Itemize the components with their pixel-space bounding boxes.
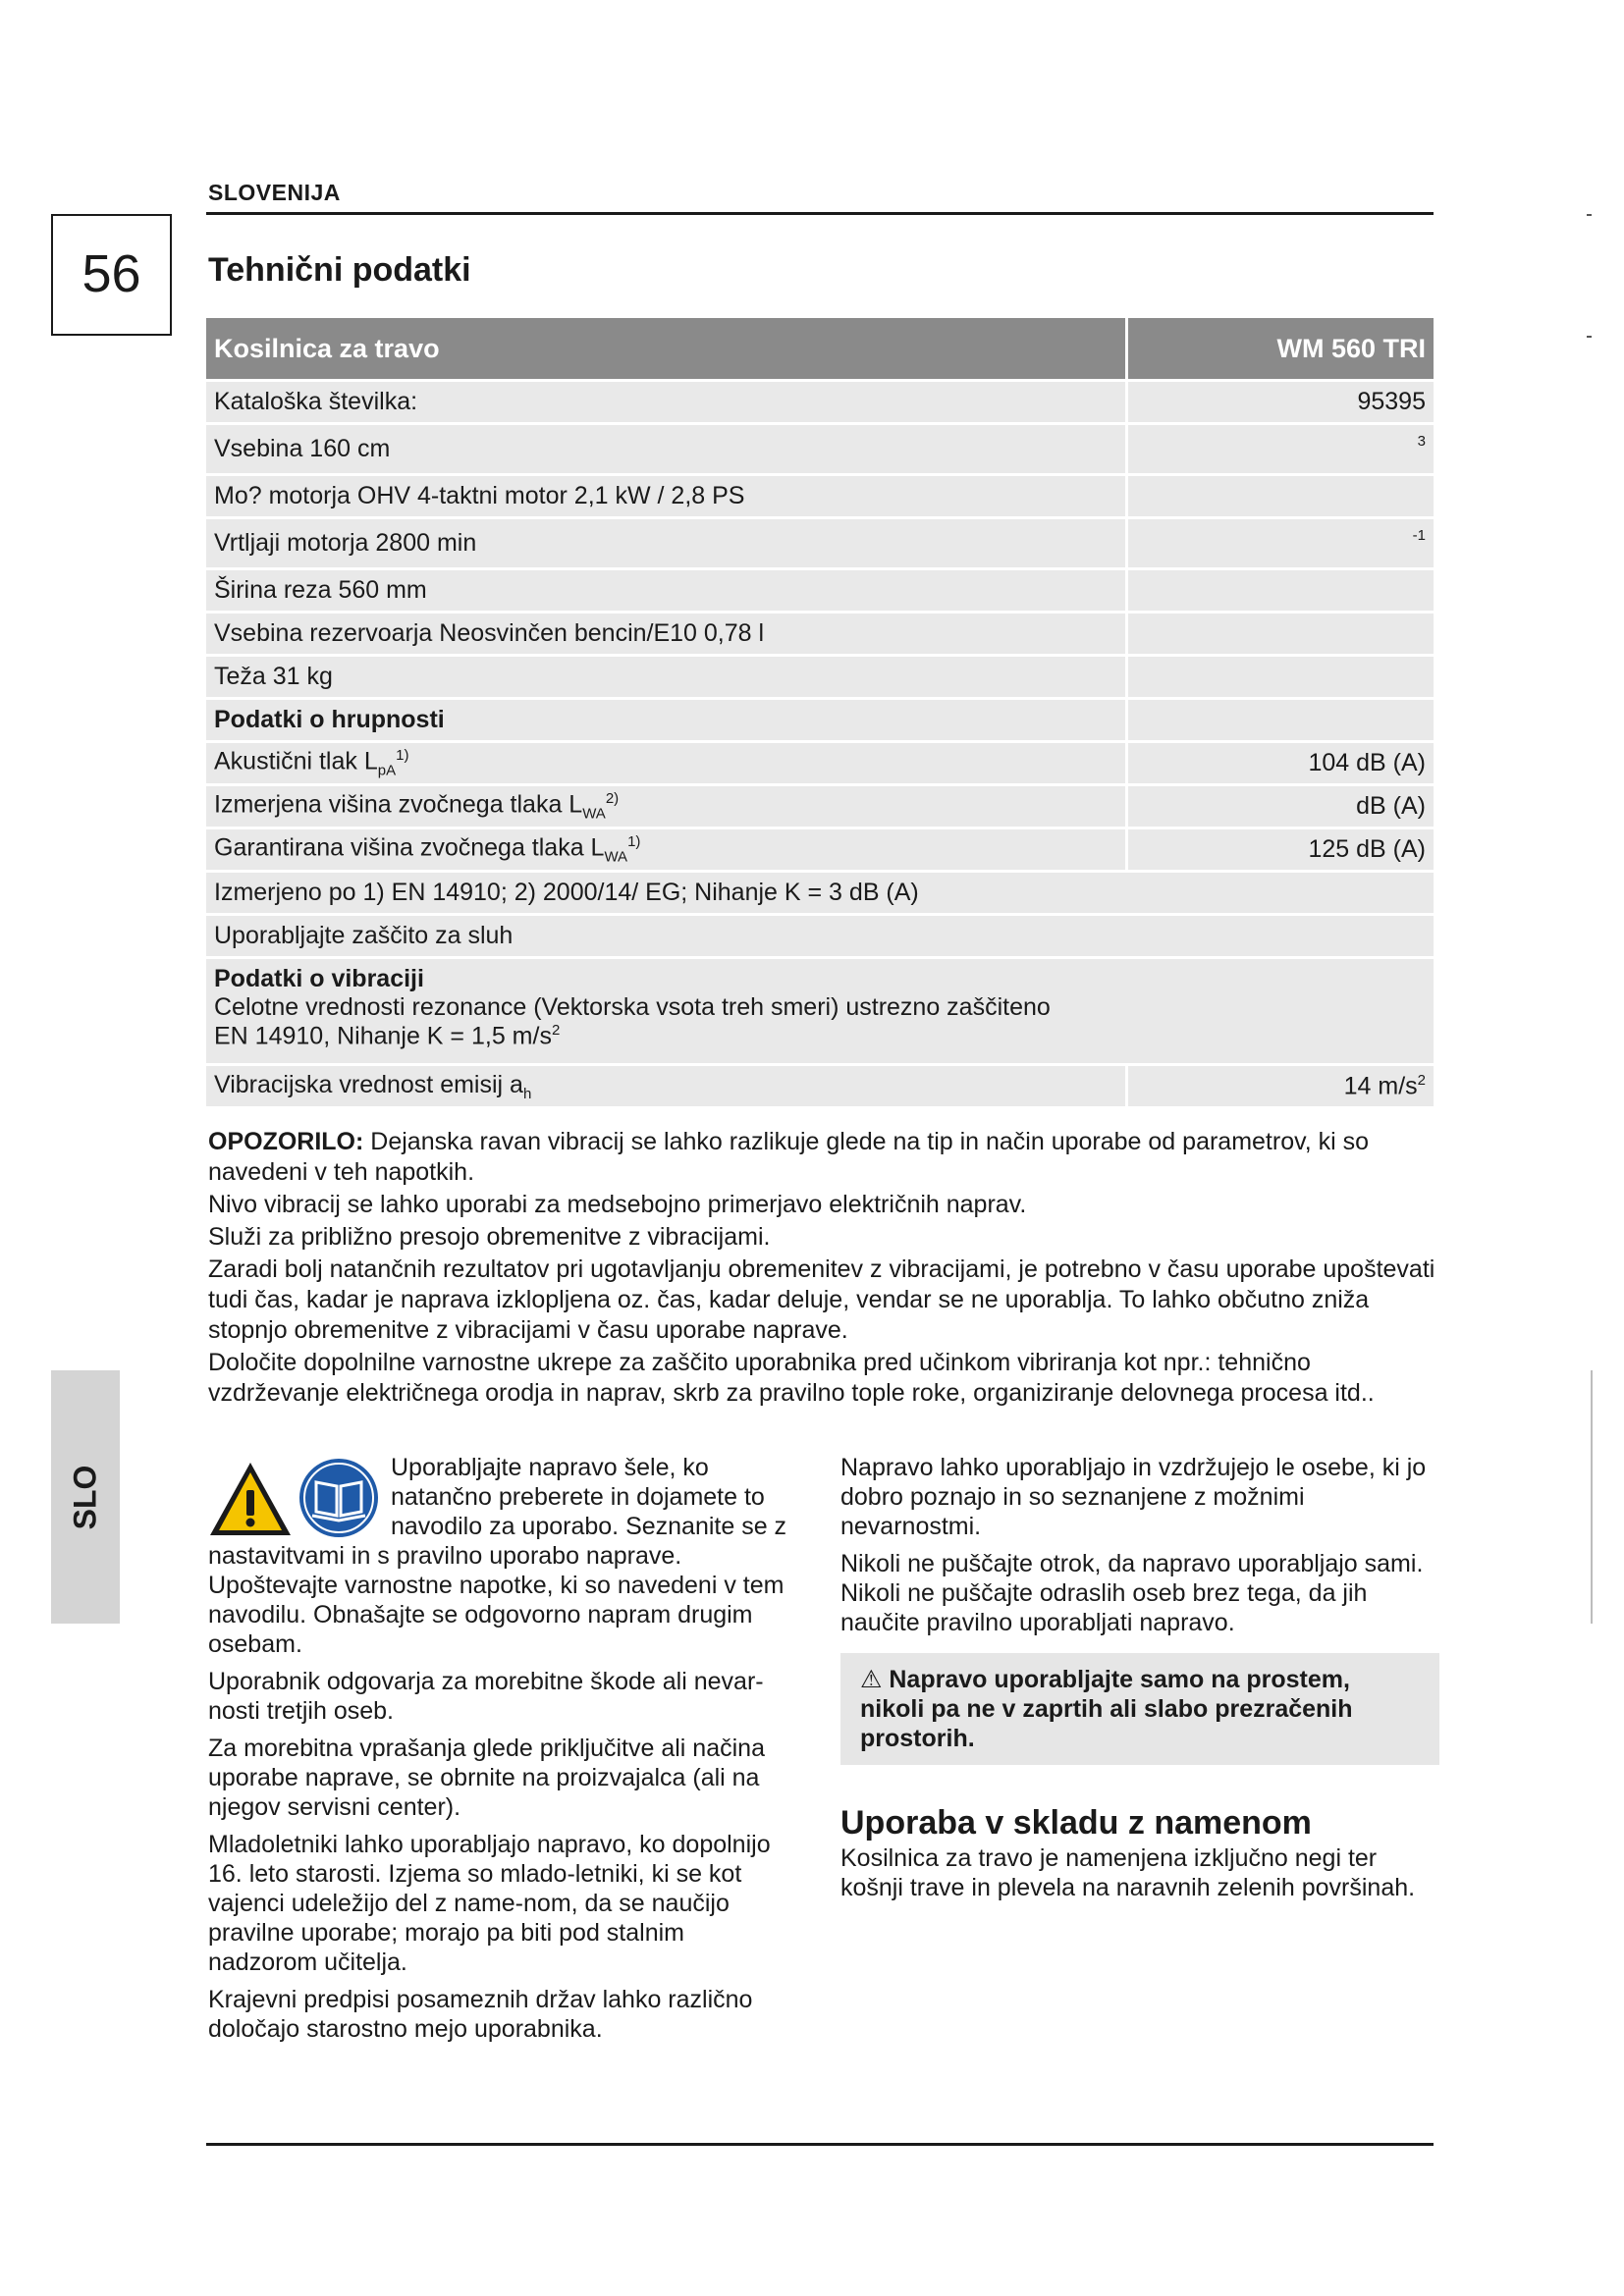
row-value: 104 dB (A) [1128, 743, 1434, 783]
row-label: Vrtljaji motorja 2800 min [206, 519, 1128, 567]
table-row [206, 570, 1434, 611]
table-row [206, 425, 1434, 473]
table-row [206, 614, 1434, 654]
row-label: Vibracijska vrednost emisij $a_h$ [206, 1066, 1128, 1106]
warning-lead: OPOZORILO: [208, 1128, 364, 1155]
row-label: Akustični tlak $L_{pA}^{1)}$ [206, 743, 1128, 783]
table-row [206, 519, 1434, 567]
outdoor-note [840, 1653, 1439, 1765]
row-value: 125 dB (A) [1128, 829, 1434, 870]
table-header-row [206, 318, 1434, 379]
side-tab-label: SLO [67, 1465, 103, 1529]
row-value [1128, 700, 1434, 740]
warning-text: Nivo vibracij se lahko uporabi za medsebojno primerjavo električnih naprav. [208, 1191, 1027, 1218]
table-row [206, 959, 1434, 1063]
read-manual-icon [299, 1459, 378, 1537]
vibration-text-1: Celotne vrednosti rezonance (Vektorska vsota treh smeri) ustrezno zaščiteno [214, 993, 1051, 1021]
section-label: SLOVENIJA [208, 180, 341, 205]
row-value: dB (A) [1128, 786, 1434, 827]
usage-heading: Uporaba v skladu z namenom [840, 1804, 1312, 1842]
usage-text: Kosilnica za travo je namenjena izključno negi ter košnji trave in plevela na naravnih zelenih površinah. [840, 1844, 1416, 1901]
noise-note: Izmerjeno po 1) EN 14910; 2) 2000/14/ EG; Nihanje K = 3 dB (A) [206, 873, 1434, 913]
warning-text: Zaradi bolj natančnih rezultatov pri ugotavljanju obremenitev z vibracijami, je potrebno v času uporabe upoštevati tudi čas, kadar je naprava izklopljena oz. čas, kadar deluje, vendar se ne uporablja. To lahko občutno zniža stopnjo obremenitve z vibracijami v času uporabe naprave. [208, 1255, 1435, 1344]
outdoor-note-text: Napravo uporabljajte samo na prostem, nikoli pa ne v zaprtih ali slabo prezračenih prostorih. [860, 1666, 1353, 1752]
row-value [1128, 476, 1434, 516]
row-value [1128, 614, 1434, 654]
right-margin-mark [1591, 1370, 1593, 1624]
row-label: Teža 31 kg [206, 657, 1128, 697]
bottom-rule [206, 2143, 1434, 2146]
row-label: Kataloška številka: [206, 382, 1128, 422]
table-row [206, 476, 1434, 516]
row-value [1128, 570, 1434, 611]
caution-icon: ⚠ [860, 1666, 883, 1693]
vibration-warning [208, 1127, 1435, 1411]
table-row [206, 873, 1434, 913]
left-paragraph: Za morebitna vprašanja glede priključitve ali načina uporabe naprave, se obrnite na proizvajalca (ali na njegov servisni center). [208, 1735, 765, 1821]
left-column [208, 1453, 797, 2052]
row-label: Mo? motorja OHV 4-taktni motor 2,1 kW / 2,8 PS [206, 476, 1128, 516]
right-paragraph: Napravo lahko uporabljajo in vzdržujejo le osebe, ki jo dobro poznajo in so seznanjene z možnimi nevarnostmi. [840, 1454, 1427, 1540]
table-row [206, 743, 1434, 783]
left-paragraph: Uporabnik odgovarja za morebitne škode ali nevar-nosti tretjih oseb. [208, 1668, 764, 1725]
safety-icons [208, 1457, 383, 1541]
row-value: 3 [1128, 425, 1434, 473]
margin-tick [1587, 214, 1592, 216]
row-value [1128, 657, 1434, 697]
hearing-protection: Uporabljajte zaščito za sluh [206, 916, 1434, 956]
row-label: Izmerjena višina zvočnega tlaka $L_{WA}^{2)}$ [206, 786, 1128, 827]
row-label: Garantirana višina zvočnega tlaka $L_{WA}^{1)}$ [206, 829, 1128, 870]
top-rule [206, 212, 1434, 215]
left-paragraph: Mladoletniki lahko uporabljajo napravo, ko dopolnijo 16. leto starosti. Izjema so mlado-letniki, ki se kot vajenci udeležijo del z name-nom, da se naučijo pravilne uporabe; morajo pa biti pod stalnim nadzorom učitelja. [208, 1831, 771, 1976]
table-header-label: Kosilnica za travo [206, 318, 1128, 379]
warning-text: Določite dopolnilne varnostne ukrepe za zaščito uporabnika pred učinkom vibriranja kot npr.: tehnično vzdrževanje električnega orodja in naprav, skrb za pravilno tople roke, organiziranje delovnega procesa itd.. [208, 1349, 1375, 1407]
table-header-model: WM 560 TRI [1128, 318, 1434, 379]
vibration-text-2: EN 14910, Nihanje K = 1,5 $m/s^2$ [214, 1022, 561, 1050]
page-title: Tehnični podatki [208, 251, 471, 289]
spec-table [206, 315, 1434, 1109]
warning-text: Dejanska ravan vibracij se lahko razlikuje glede na tip in način uporabe od parametrov, ki so navedeni v teh napotkih. [208, 1128, 1370, 1186]
table-row [206, 1066, 1434, 1106]
left-paragraph: Krajevni predpisi posameznih držav lahko različno določajo starostno mejo uporabnika. [208, 1986, 753, 2043]
table-row [206, 382, 1434, 422]
right-column [840, 1453, 1439, 1910]
row-value: 14 $m/s^2$ [1128, 1066, 1434, 1106]
warning-text: Služi za približno presojo obremenitve z vibracijami. [208, 1223, 771, 1251]
warning-triangle-icon [210, 1463, 291, 1535]
vibration-heading: Podatki o vibraciji [214, 965, 424, 992]
side-tab-label-wrap [51, 1370, 120, 1624]
row-label: Vsebina rezervoarja Neosvinčen bencin/E10 0,78 l [206, 614, 1128, 654]
table-row [206, 700, 1434, 740]
left-paragraph: Uporabljajte napravo šele, ko natančno preberete in dojamete to navodilo za uporabo. Seznanite se z nastavitvami in s pravilno uporabo naprave. Upoštevajte varnostne napotke, ki so navedeni v tem navodilu. Obnašajte se odgovorno napram drugim osebam. [208, 1454, 787, 1658]
table-row [206, 786, 1434, 827]
row-label: Širina reza 560 mm [206, 570, 1128, 611]
noise-heading: Podatki o hrupnosti [206, 700, 1128, 740]
right-paragraph: Nikoli ne puščajte otrok, da napravo uporabljajo sami. Nikoli ne puščajte odraslih oseb brez tega, da jih naučite pravilno uporabljati napravo. [840, 1550, 1424, 1636]
page-number: 56 [81, 244, 141, 303]
row-label: Vsebina 160 cm [206, 425, 1128, 473]
table-row [206, 916, 1434, 956]
table-row [206, 657, 1434, 697]
table-row [206, 829, 1434, 870]
row-value: 95395 [1128, 382, 1434, 422]
row-value: -1 [1128, 519, 1434, 567]
margin-tick [1587, 336, 1592, 338]
vibration-block [206, 959, 1434, 1063]
